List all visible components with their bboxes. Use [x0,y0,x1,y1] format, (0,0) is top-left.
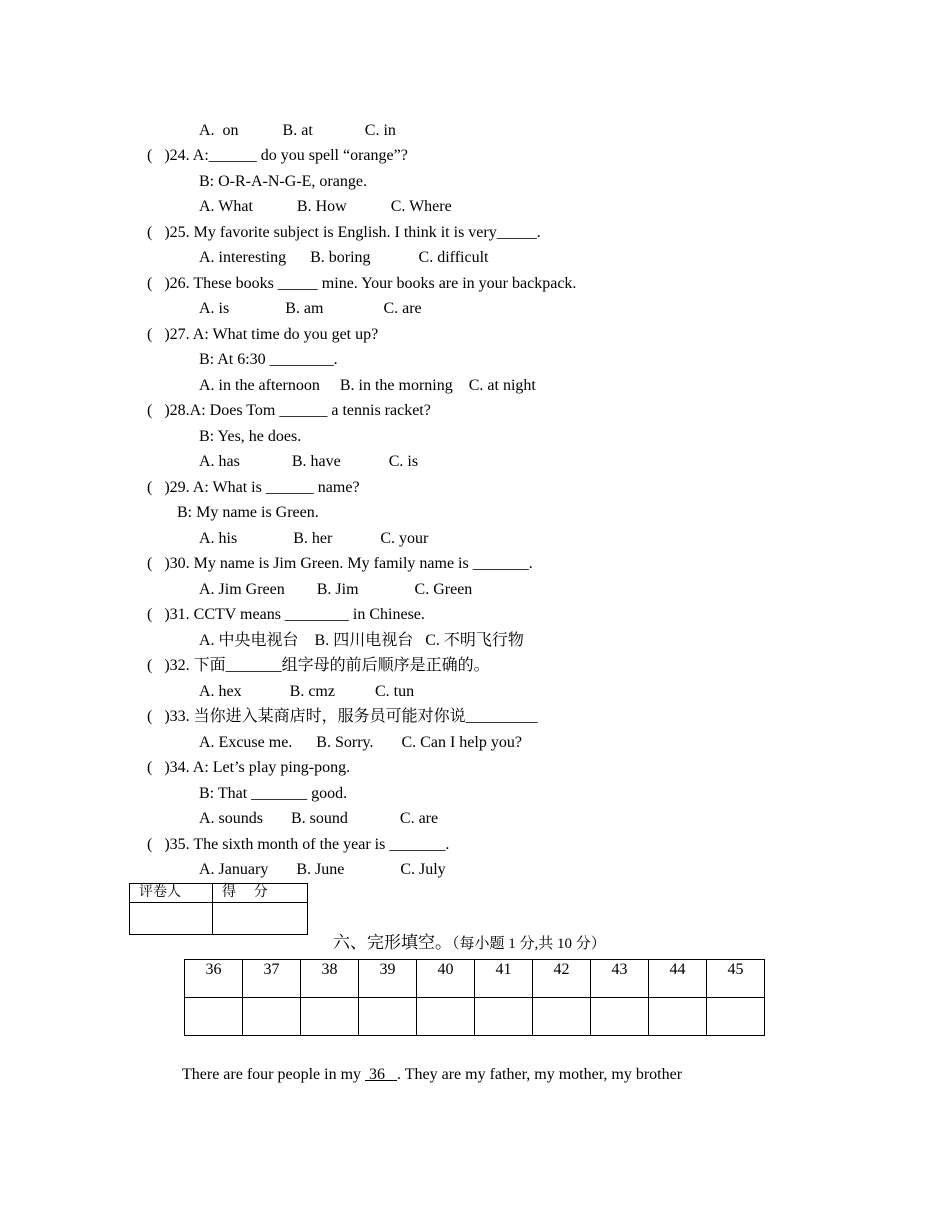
q34-response: B: That _______ good. [199,785,348,802]
answer-cell[interactable] [417,998,475,1036]
q35-question: ( )35. The sixth month of the year is _______. [147,836,450,853]
q30-question: ( )30. My name is Jim Green. My family name is _______. [147,555,533,572]
answer-cell[interactable] [591,998,649,1036]
answer-number: 38 [301,960,359,998]
q32-question: ( )32. 下面_______组字母的前后顺序是正确的。 [147,657,490,674]
cloze-passage [182,1065,682,1085]
answer-cell[interactable] [359,998,417,1036]
q24-options: A. What B. How C. Where [199,198,452,215]
q29-options: A. his B. her C. your [199,530,429,547]
q35-options: A. January B. June C. July [199,861,446,878]
q30-options: A. Jim Green B. Jim C. Green [199,581,473,598]
q31-question: ( )31. CCTV means ________ in Chinese. [147,606,425,623]
answer-cell[interactable] [475,998,533,1036]
q31-options: A. 中央电视台 B. 四川电视台 C. 不明飞行物 [199,632,524,649]
q28-response: B: Yes, he does. [199,428,302,445]
answer-number: 44 [649,960,707,998]
q33-options: A. Excuse me. B. Sorry. C. Can I help you? [199,734,522,751]
q29-question: ( )29. A: What is ______ name? [147,479,360,496]
answer-cell[interactable] [707,998,765,1036]
q25-question: ( )25. My favorite subject is English. I think it is very_____. [147,224,541,241]
answer-table-header [185,960,765,998]
section-heading [325,910,606,955]
q29-response: B: My name is Green. [177,504,319,521]
passage-blank-36: 36 [365,1066,398,1083]
q32-options: A. hex B. cmz C. tun [199,683,415,700]
q23-options: A. on B. at C. in [199,122,396,139]
answer-cell[interactable] [301,998,359,1036]
q26-options: A. is B. am C. are [199,300,422,317]
answer-number: 45 [707,960,765,998]
answer-number: 39 [359,960,417,998]
score-label: 得 分 [222,884,268,900]
section-title: 六、完形填空。 [333,933,452,953]
q28-options: A. has B. have C. is [199,453,419,470]
answer-number: 40 [417,960,475,998]
answer-table [184,959,765,1036]
q27-response: B: At 6:30 ________. [199,351,338,368]
answer-cell[interactable] [533,998,591,1036]
q26-question: ( )26. These books _____ mine. Your books are in your backpack. [147,275,577,292]
score-box-header-rule [130,902,307,903]
grader-label: 评卷人 [139,884,181,900]
q27-question: ( )27. A: What time do you get up? [147,326,379,343]
q27-options: A. in the afternoon B. in the morning C. at night [199,377,536,394]
q34-options: A. sounds B. sound C. are [199,810,439,827]
answer-cell[interactable] [185,998,243,1036]
passage-text-after: . They are my father, my mother, my brother [397,1066,683,1083]
score-box [129,883,308,935]
answer-number: 36 [185,960,243,998]
q24-question: ( )24. A:______ do you spell “orange”? [147,147,408,164]
q24-response: B: O-R-A-N-G-E, orange. [199,173,367,190]
q33-question: ( )33. 当你进入某商店时，服务员可能对你说_________ [147,708,538,725]
answer-cell[interactable] [649,998,707,1036]
answer-cell[interactable] [243,998,301,1036]
q25-options: A. interesting B. boring C. difficult [199,249,489,266]
q34-question: ( )34. A: Let’s play ping-pong. [147,759,351,776]
answer-number: 42 [533,960,591,998]
answer-number: 43 [591,960,649,998]
answer-table-blank-row [185,998,765,1036]
section-note: （每小题 1 分,共 10 分） [452,936,606,952]
score-box-divider [212,884,213,934]
answer-number: 37 [243,960,301,998]
q28-question: ( )28.A: Does Tom ______ a tennis racket? [147,402,431,419]
passage-text-before: There are four people in my [182,1066,366,1083]
answer-number: 41 [475,960,533,998]
